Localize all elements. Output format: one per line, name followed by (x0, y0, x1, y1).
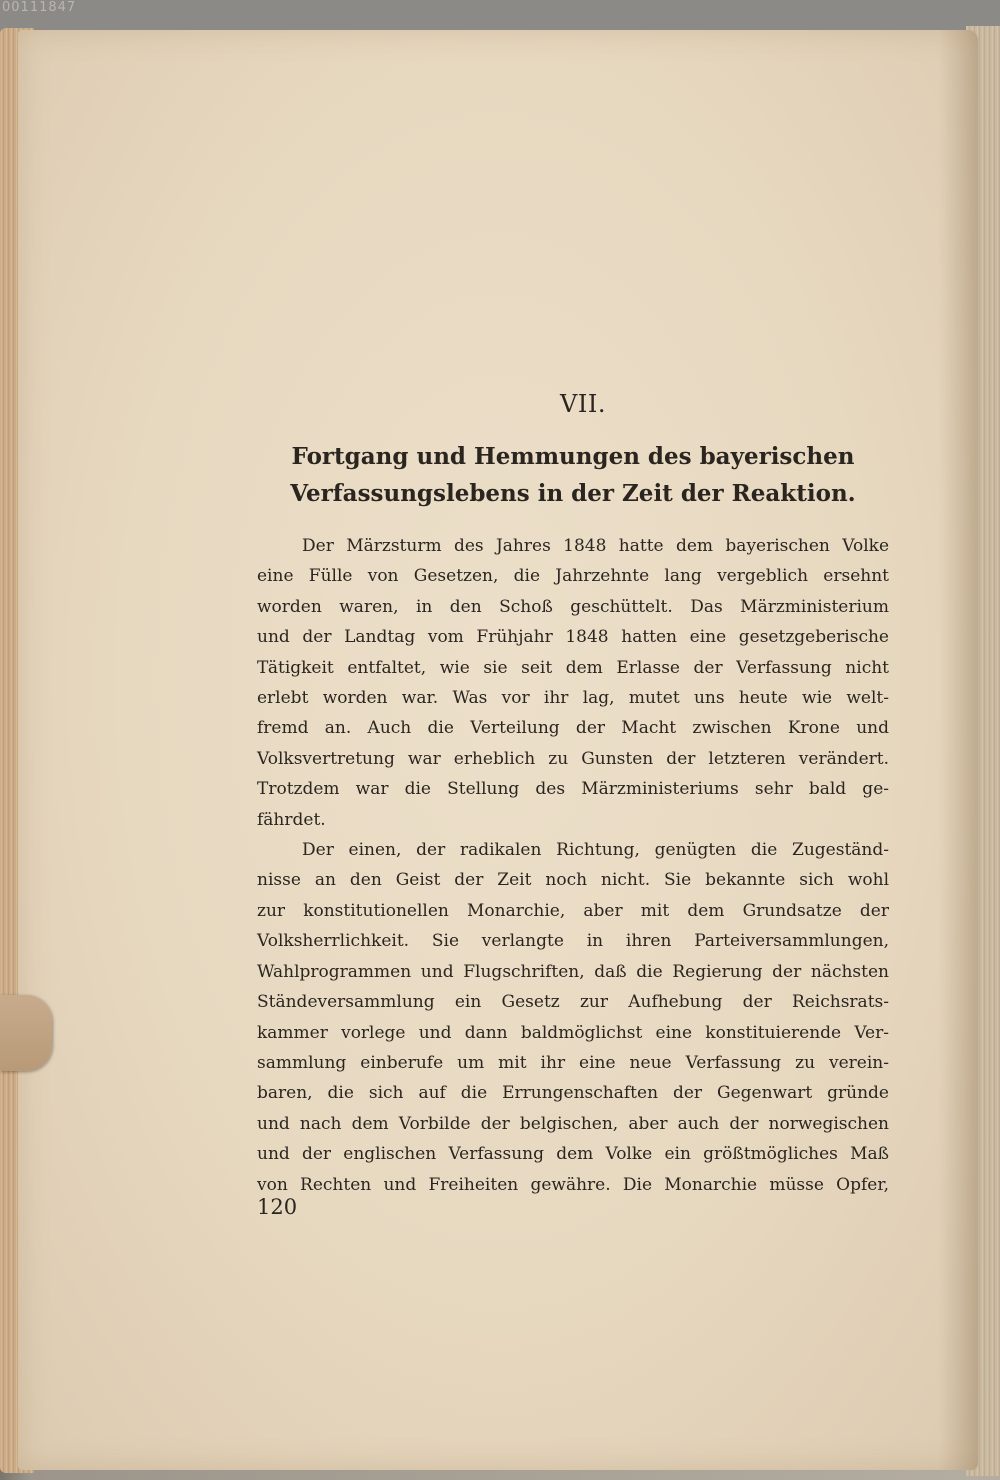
text-line: Ständeversammlung ein Gesetz zur Aufhebung der Reichsrats- (257, 992, 889, 1013)
text-line: eine Fülle von Gesetzen, die Jahrzehnte lang vergeblich ersehnt (257, 566, 889, 587)
text-line: fremd an. Auch die Verteilung der Macht zwischen Krone und (257, 718, 889, 739)
text-line: nisse an den Geist der Zeit noch nicht. Sie bekannte sich wohl (257, 870, 889, 891)
chapter-number: VII. (560, 390, 606, 418)
text-line: kammer vorlege und dann baldmöglichst eine konstituierende Ver- (257, 1022, 889, 1043)
text-line: zur konstitutionellen Monarchie, aber mit dem Grundsatze der (257, 900, 889, 921)
chapter-title (257, 438, 889, 512)
chapter-title-line: Fortgang und Hemmungen des bayerischen (291, 443, 855, 470)
text-line: und der Landtag vom Frühjahr 1848 hatten eine gesetzgeberische (257, 627, 889, 648)
paragraph (257, 835, 889, 1200)
text-block (257, 390, 889, 1200)
text-line: und nach dem Vorbilde der belgischen, aber auch der norwegischen (257, 1113, 889, 1134)
gutter-shadow (938, 30, 978, 1470)
text-line: sammlung einberufe um mit ihr eine neue Verfassung zu verein- (257, 1052, 889, 1073)
paragraph (257, 531, 889, 835)
text-line: baren, die sich auf die Errungenschaften der Gegenwart gründe (257, 1083, 889, 1104)
text-line: Volksvertretung war erheblich zu Gunsten der letzteren verändert. (257, 748, 889, 769)
chapter-title-line: Verfassungslebens in der Zeit der Reaktion. (290, 480, 856, 507)
text-line: Der einen, der radikalen Richtung, genügten die Zugeständ- (302, 840, 889, 861)
page-number: 120 (257, 1195, 298, 1219)
scan-label: 00111847 (2, 0, 77, 15)
page-tab-marker (0, 995, 52, 1071)
text-line: und der englischen Verfassung dem Volke ein größtmögliches Maß (257, 1144, 889, 1165)
text-line: worden waren, in den Schoß geschüttelt. Das Märzministerium (257, 596, 889, 617)
text-line: Der Märzsturm des Jahres 1848 hatte dem bayerischen Volke (302, 536, 889, 556)
text-line: Wahlprogrammen und Flugschriften, daß die Regierung der nächsten (257, 961, 889, 982)
text-line: Volksherrlichkeit. Sie verlangte in ihren Parteiversammlungen, (257, 931, 889, 952)
text-line: erlebt worden war. Was vor ihr lag, mutet uns heute wie welt- (257, 688, 889, 709)
text-line: von Rechten und Freiheiten gewähre. Die Monarchie müsse Opfer, (257, 1174, 889, 1195)
text-line: Tätigkeit entfaltet, wie sie seit dem Erlasse der Verfassung nicht (257, 657, 889, 678)
text-line: Trotzdem war die Stellung des Märzministeriums sehr bald ge- (257, 779, 889, 800)
text-line: fährdet. (257, 809, 326, 830)
